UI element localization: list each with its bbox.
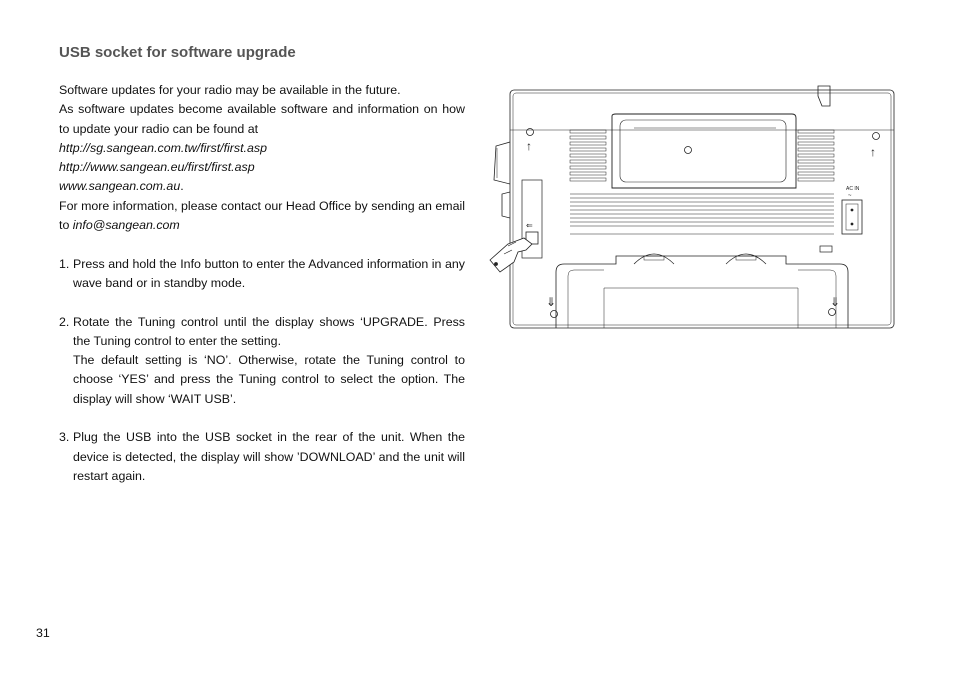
stand-outline bbox=[556, 256, 848, 328]
intro-line-1: Software updates for your radio may be available in the future. bbox=[59, 83, 401, 97]
step-text: Plug the USB into the USB socket in the rear of the unit. When the device is detected, the display will show ’DOWNLOAD’ and the unit will restart again. bbox=[73, 430, 465, 483]
hand-pointer-icon bbox=[490, 238, 532, 272]
antenna-tab bbox=[818, 86, 830, 106]
step-number: 1. bbox=[59, 256, 70, 271]
vent-right bbox=[798, 130, 834, 181]
side-knob-upper bbox=[494, 142, 510, 184]
page-title: USB socket for software upgrade bbox=[59, 44, 296, 61]
screw-icon bbox=[829, 309, 836, 316]
ac-in-label: AC IN bbox=[846, 186, 860, 192]
link-europe[interactable]: http://www.sangean.eu/first/first.asp bbox=[59, 160, 255, 175]
screw-icon bbox=[551, 311, 558, 318]
contact-paragraph: For more information, please contact our Head Office by sending an email to info@sangean.com bbox=[59, 198, 465, 233]
body-text bbox=[59, 81, 465, 486]
switch[interactable] bbox=[820, 246, 832, 252]
ac-in-socket[interactable] bbox=[842, 200, 862, 234]
ac-symbol: ~ bbox=[848, 193, 852, 199]
step-2 bbox=[59, 313, 465, 409]
step-number: 2. bbox=[59, 314, 70, 329]
screw-icon bbox=[527, 129, 534, 136]
knob-left bbox=[634, 254, 674, 264]
step-1 bbox=[59, 255, 465, 294]
step-text-continued: The default setting is ‘NO’. Otherwise, rotate the Tuning control to choose ‘YES’ and press the Tuning control to select the option. The display will show ‘WAIT USB’. bbox=[73, 353, 465, 406]
vent-left bbox=[570, 130, 606, 181]
screw-icon bbox=[685, 147, 692, 154]
link-australia-line: www.sangean.com.au. bbox=[59, 179, 184, 194]
step-number: 3. bbox=[59, 430, 70, 445]
link-australia[interactable]: www.sangean.com.au bbox=[59, 179, 181, 194]
arrow-up-icon: ↑ bbox=[526, 139, 532, 153]
radio-rear-diagram bbox=[486, 84, 898, 332]
step-text: Press and hold the Info button to enter the Advanced information in any wave band or in standby mode. bbox=[73, 256, 465, 290]
step-3 bbox=[59, 428, 465, 486]
contact-email[interactable]: info@sangean.com bbox=[72, 218, 180, 233]
link-taiwan[interactable]: http://sg.sangean.com.tw/first/first.asp bbox=[59, 140, 267, 155]
knob-right bbox=[726, 254, 766, 264]
arrow-down-icon: ⇓ bbox=[546, 295, 557, 309]
page-number: 31 bbox=[36, 626, 50, 640]
arrow-up-icon: ↑ bbox=[870, 145, 876, 159]
battery-cover bbox=[612, 114, 796, 188]
vent-bottom bbox=[570, 194, 834, 226]
step-text: Rotate the Tuning control until the display shows ‘UPGRADE. Press the Tuning control to enter the setting. bbox=[73, 314, 465, 348]
screw-icon bbox=[873, 133, 880, 140]
usb-icon: ⇐ bbox=[526, 221, 533, 230]
arrow-down-icon: ⇓ bbox=[830, 295, 841, 309]
intro-line-2: As software updates become available software and information on how to update your radio can be found at bbox=[59, 102, 465, 136]
radio-body-outline bbox=[510, 90, 894, 328]
side-knob-lower bbox=[502, 192, 510, 218]
